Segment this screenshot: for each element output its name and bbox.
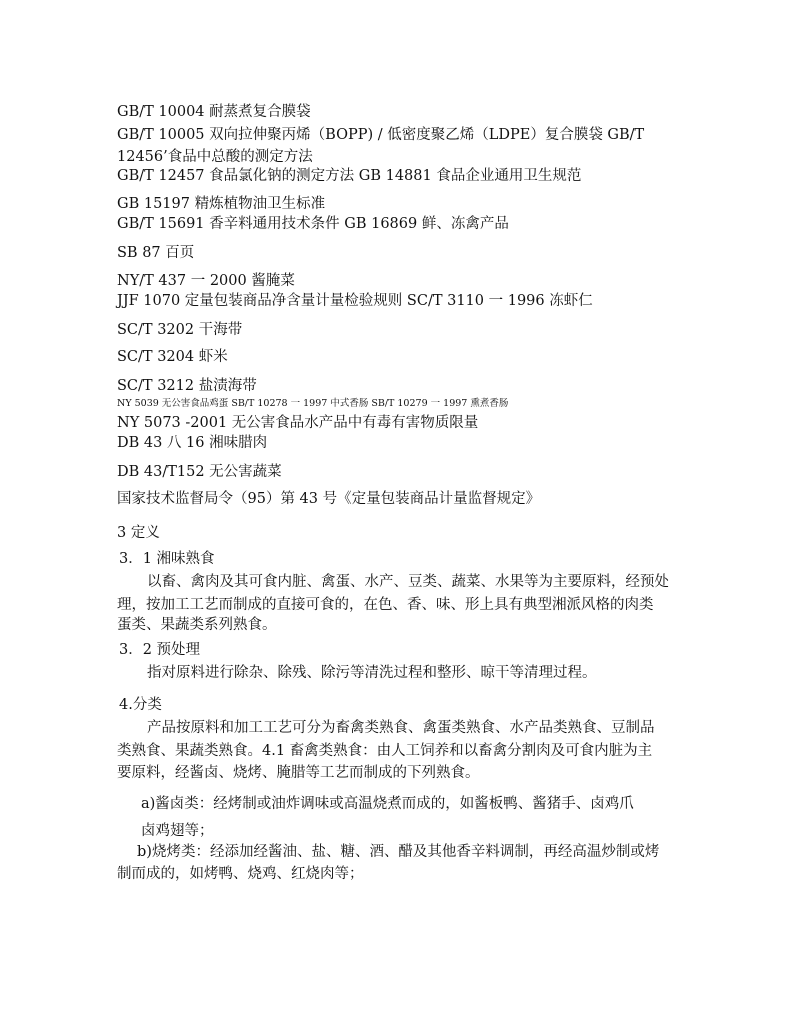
body-text-line: 要原料，经酱卤、烧烤、腌腊等工艺而制成的下列熟食。 <box>117 765 480 781</box>
section-heading: 3 定义 <box>117 525 160 541</box>
body-text-line: 产品按原料和加工工艺可分为畜禽类熟食、禽蛋类熟食、水产品类熟食、豆制品 <box>147 720 655 736</box>
standard-ref-line: SC/T 3212 盐渍海带 <box>117 378 257 394</box>
standard-ref-line: GB/T 10004 耐蒸煮复合膜袋 <box>117 104 311 120</box>
body-text-line: 蛋类、果蔬类系列熟食。 <box>117 617 277 633</box>
body-text-line: 指对原料进行除杂、除残、除污等清洗过程和整形、晾干等清理过程。 <box>147 665 597 681</box>
list-item-line: b)烧烤类：经添加经酱油、盐、糖、酒、醋及其他香辛料调制，再经高温炒制或烤 <box>137 844 660 860</box>
standard-ref-line: JJF 1070 定量包装商品净含量计量检验规则 SC/T 3110 一 1996 冻虾仁 <box>117 293 593 309</box>
list-item-line: a)酱卤类：经烤制或油炸调味或高温烧煮而成的，如酱板鸭、酱猪手、卤鸡爪 <box>141 796 634 812</box>
list-item-line: 制而成的，如烤鸭、烧鸡、红烧肉等； <box>117 866 364 882</box>
standard-ref-line: DB 43/T152 无公害蔬菜 <box>117 464 282 480</box>
standard-ref-line: GB/T 15691 香辛料通用技术条件 GB 16869 鲜、冻禽产品 <box>117 216 509 232</box>
list-item-line: 卤鸡翅等； <box>141 823 214 839</box>
standard-ref-line: NY 5039 无公害食品鸡蛋 SB/T 10278 一 1997 中式香肠 SB/T 10279 一 1997 熏煮香肠 <box>117 398 509 409</box>
standard-ref-line: 国家技术监督局令（95）第 43 号《定量包装商品计量监督规定》 <box>117 491 541 507</box>
standard-ref-line: GB/T 12457 食品氯化钠的测定方法 GB 14881 食品企业通用卫生规范 <box>117 168 582 184</box>
standard-ref-line: SC/T 3204 虾米 <box>117 349 228 365</box>
subsection-heading: 3．2 预处理 <box>119 642 201 658</box>
standard-ref-line: 12456’食品中总酸的测定方法 <box>117 149 313 165</box>
standard-ref-line: DB 43 八 16 湘味腊肉 <box>117 435 268 451</box>
standard-ref-line: GB/T 10005 双向拉伸聚丙烯（BOPP) / 低密度聚乙烯（LDPE）复合膜袋 GB/T <box>117 127 645 143</box>
body-text-line: 理，按加工工艺而制成的直接可食的，在色、香、味、形上具有典型湘派风格的肉类 <box>117 597 654 613</box>
section-heading: 4.分类 <box>119 697 162 713</box>
body-text-line: 类熟食、果蔬类熟食。4.1 畜禽类熟食：由人工饲养和以畜禽分割肉及可食内脏为主 <box>117 743 653 759</box>
body-text-line: 以畜、禽肉及其可食内脏、禽蛋、水产、豆类、蔬菜、水果等为主要原料，经预处 <box>147 574 669 590</box>
standard-ref-line: NY/T 437 一 2000 酱腌菜 <box>117 273 295 289</box>
subsection-heading: 3．1 湘味熟食 <box>119 551 215 567</box>
standard-ref-line: GB 15197 精炼植物油卫生标准 <box>117 196 326 212</box>
standard-ref-line: SB 87 百页 <box>117 245 195 261</box>
standard-ref-line: SC/T 3202 干海带 <box>117 322 243 338</box>
standard-ref-line: NY 5073 -2001 无公害食品水产品中有毒有害物质限量 <box>117 415 479 431</box>
